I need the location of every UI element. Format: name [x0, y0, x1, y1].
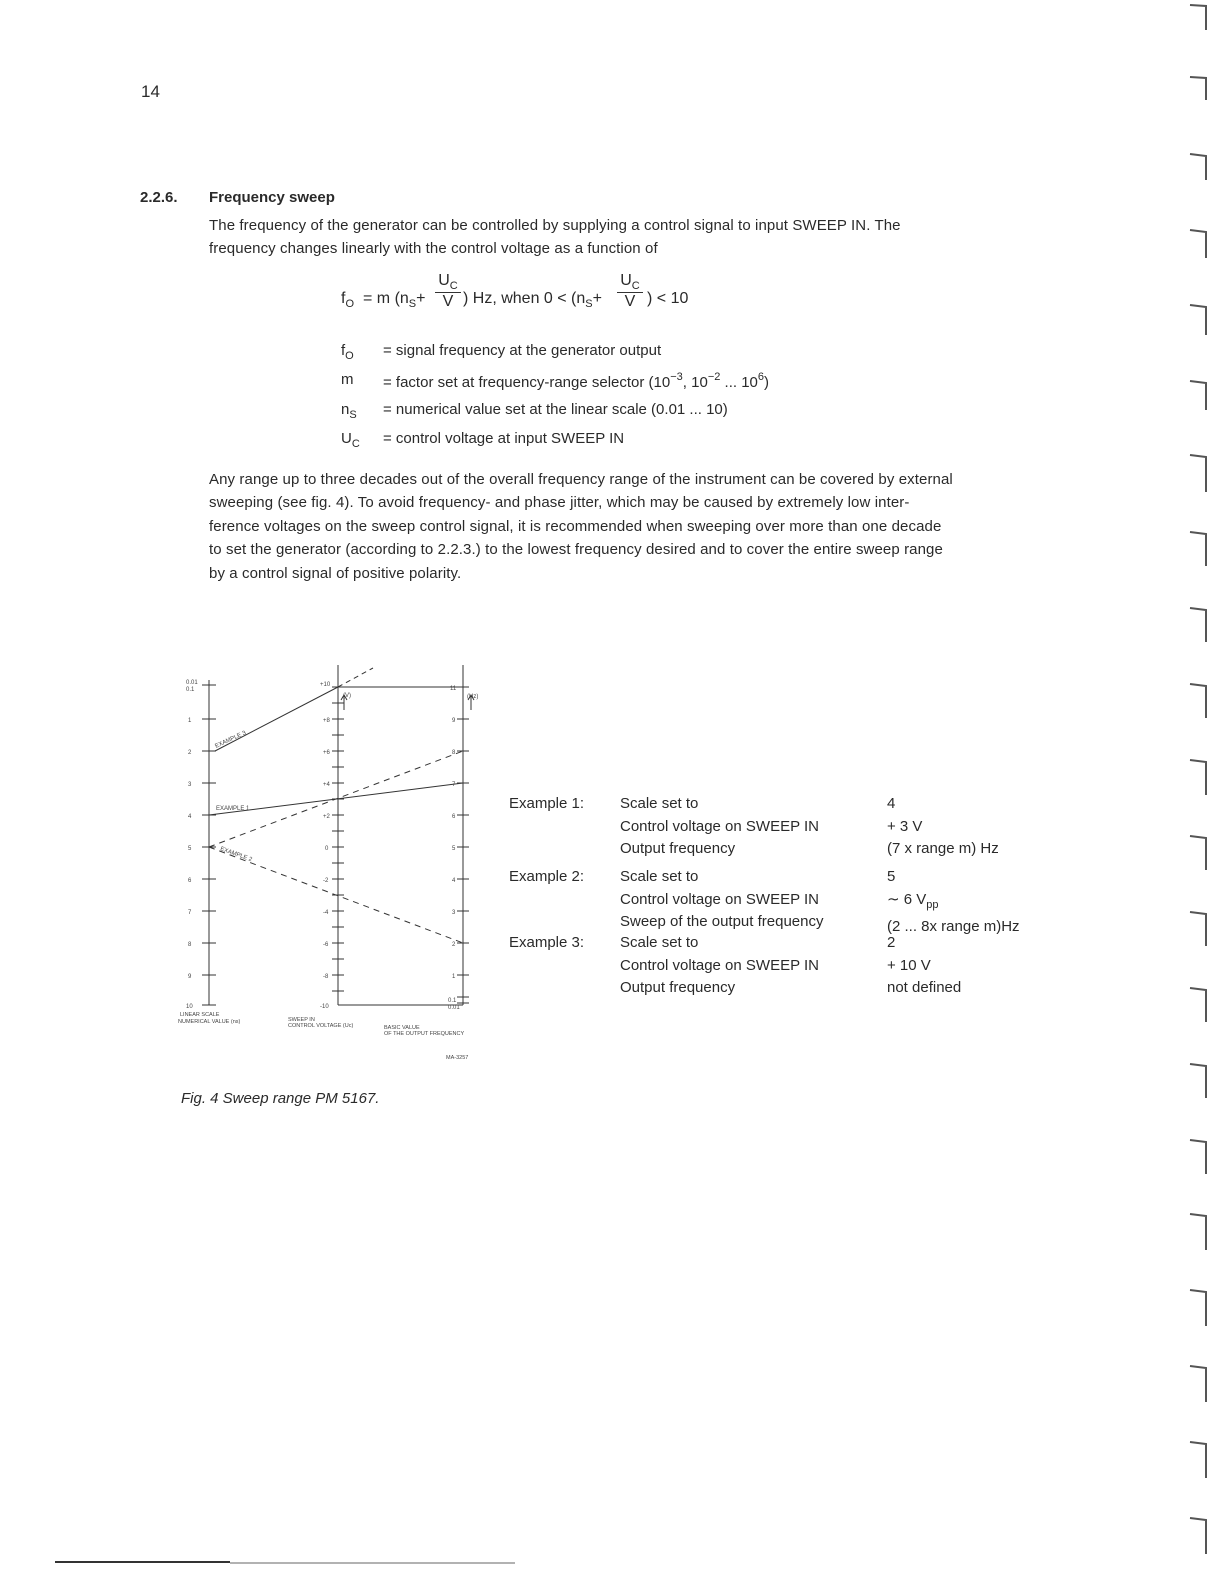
axis1-labels	[186, 680, 198, 1010]
svg-text:4: 4	[188, 814, 192, 820]
formula-mid: ) Hz, when $0 < (n_S+$	[463, 290, 602, 310]
svg-text:1: 1	[452, 974, 456, 980]
page-number: 14	[141, 82, 160, 101]
svg-text:+6: +6	[323, 750, 330, 756]
svg-text:3: 3	[188, 782, 192, 788]
sweep-paragraph	[209, 468, 1039, 585]
svg-text:-6: -6	[323, 942, 329, 948]
sweep-line-2: sweeping (see fig. 4). To avoid frequency- and phase jitter, which may be caused by extremely low inter-	[209, 494, 910, 512]
svg-text:+8: +8	[323, 718, 330, 724]
sweep-line-4: to set the generator (according to 2.2.3.) to the lowest frequency desired and to cover the entire sweep range	[209, 541, 943, 559]
example-1-label: EXAMPLE 1	[216, 806, 250, 812]
binding-marks	[1114, 0, 1224, 1584]
svg-text:BASIC VALUE: BASIC VALUE	[384, 1025, 420, 1031]
section-title: Frequency sweep	[209, 189, 335, 206]
formula-end: ) < 10	[647, 290, 689, 307]
formula-fraction-2: $U_C$ V	[619, 272, 641, 311]
example-3-label: EXAMPLE 3	[214, 730, 248, 750]
example-3-title: Example 3:	[509, 934, 585, 951]
nomogram-svg	[178, 660, 498, 1070]
svg-text:SWEEP IN: SWEEP IN	[288, 1017, 315, 1023]
svg-text:9: 9	[452, 718, 456, 724]
svg-text:8: 8	[452, 750, 456, 756]
svg-text:0.1: 0.1	[448, 998, 457, 1004]
figure-caption: Fig. 4 Sweep range PM 5167.	[181, 1090, 380, 1107]
svg-text:5: 5	[452, 846, 456, 852]
svg-text:9: 9	[188, 974, 192, 980]
formula-fraction-1: $U_C$ V	[437, 272, 459, 311]
svg-text:+4: +4	[323, 782, 330, 788]
formula-eq1: = m ($n_S+$	[363, 290, 426, 310]
example-1-desc: Scale set to Control voltage on SWEEP IN Output frequency	[620, 795, 819, 857]
svg-text:OF THE OUTPUT FREQUENCY: OF THE OUTPUT FREQUENCY	[384, 1031, 465, 1037]
example-1-title: Example 1:	[509, 795, 585, 812]
formula-lhs: $f_O$	[341, 290, 355, 310]
svg-text:3: 3	[452, 910, 456, 916]
svg-text:7: 7	[188, 910, 192, 916]
sweep-line-1: Any range up to three decades out of the overall frequency range of the instrument can be covered by external	[209, 471, 953, 488]
svg-text:6: 6	[188, 878, 192, 884]
svg-text:+2: +2	[323, 814, 330, 820]
example-2-label: EXAMPLE 2	[219, 846, 253, 864]
example-3-desc: Scale set to Control voltage on SWEEP IN Output frequency	[620, 934, 819, 996]
svg-text:0.01: 0.01	[186, 680, 198, 686]
svg-text:6: 6	[452, 814, 456, 820]
svg-text:-10: -10	[320, 1004, 329, 1010]
example-2-desc: Scale set to Control voltage on SWEEP IN Sweep of the output frequency	[620, 868, 824, 930]
svg-text:NUMERICAL VALUE (ns): NUMERICAL VALUE (ns)	[178, 1019, 241, 1025]
example-2-upper-line	[209, 751, 463, 847]
svg-text:+10: +10	[320, 682, 331, 688]
svg-text:8: 8	[188, 942, 192, 948]
svg-text:-8: -8	[323, 974, 329, 980]
svg-text:10: 10	[186, 1004, 193, 1010]
svg-text:2: 2	[452, 942, 456, 948]
svg-text:11: 11	[450, 686, 457, 692]
example-1-values: 4 + 3 V (7 x range m) Hz	[887, 795, 999, 857]
intro-line-1: The frequency of the generator can be controlled by supplying a control signal to input SWEEP IN. The	[209, 217, 901, 234]
example-2-values: 5 ∼ 6 $V_{pp}$ (2 ... 8x range m)Hz	[887, 868, 1020, 935]
svg-text:(V): (V)	[343, 693, 351, 699]
sweep-line-3: ference voltages on the sweep control signal, it is recommended when sweeping over more than one decade	[209, 517, 942, 535]
svg-text:-4: -4	[323, 910, 329, 916]
example-3-values: 2 + 10 V not defined	[887, 934, 962, 996]
svg-text:MA-3257: MA-3257	[446, 1055, 469, 1061]
svg-text:0.1: 0.1	[186, 687, 195, 693]
sweep-nomogram	[178, 660, 498, 1075]
axis-captions	[178, 1012, 468, 1061]
example-2-title: Example 2:	[509, 868, 585, 885]
svg-text:7: 7	[452, 782, 456, 788]
svg-text:-2: -2	[323, 878, 329, 884]
section-number: 2.2.6.	[140, 189, 178, 206]
svg-text:0.01: 0.01	[448, 1005, 460, 1011]
svg-text:LINEAR SCALE: LINEAR SCALE	[180, 1012, 220, 1018]
bottom-rule	[55, 1560, 515, 1568]
svg-text:2: 2	[188, 750, 192, 756]
intro-line-2: frequency changes linearly with the control voltage as a function of	[209, 240, 658, 257]
svg-text:5: 5	[188, 846, 192, 852]
axis2-labels	[320, 682, 351, 1010]
sweep-line-5: by a control signal of positive polarity.	[209, 564, 462, 582]
svg-text:1: 1	[188, 718, 192, 724]
frequency-formula	[341, 272, 761, 328]
svg-text:CONTROL VOLTAGE (Uc): CONTROL VOLTAGE (Uc)	[288, 1023, 354, 1029]
intro-paragraph	[209, 214, 1039, 260]
svg-text:0: 0	[325, 846, 329, 852]
svg-text:4: 4	[452, 878, 456, 884]
svg-text:(Hz): (Hz)	[467, 694, 479, 700]
